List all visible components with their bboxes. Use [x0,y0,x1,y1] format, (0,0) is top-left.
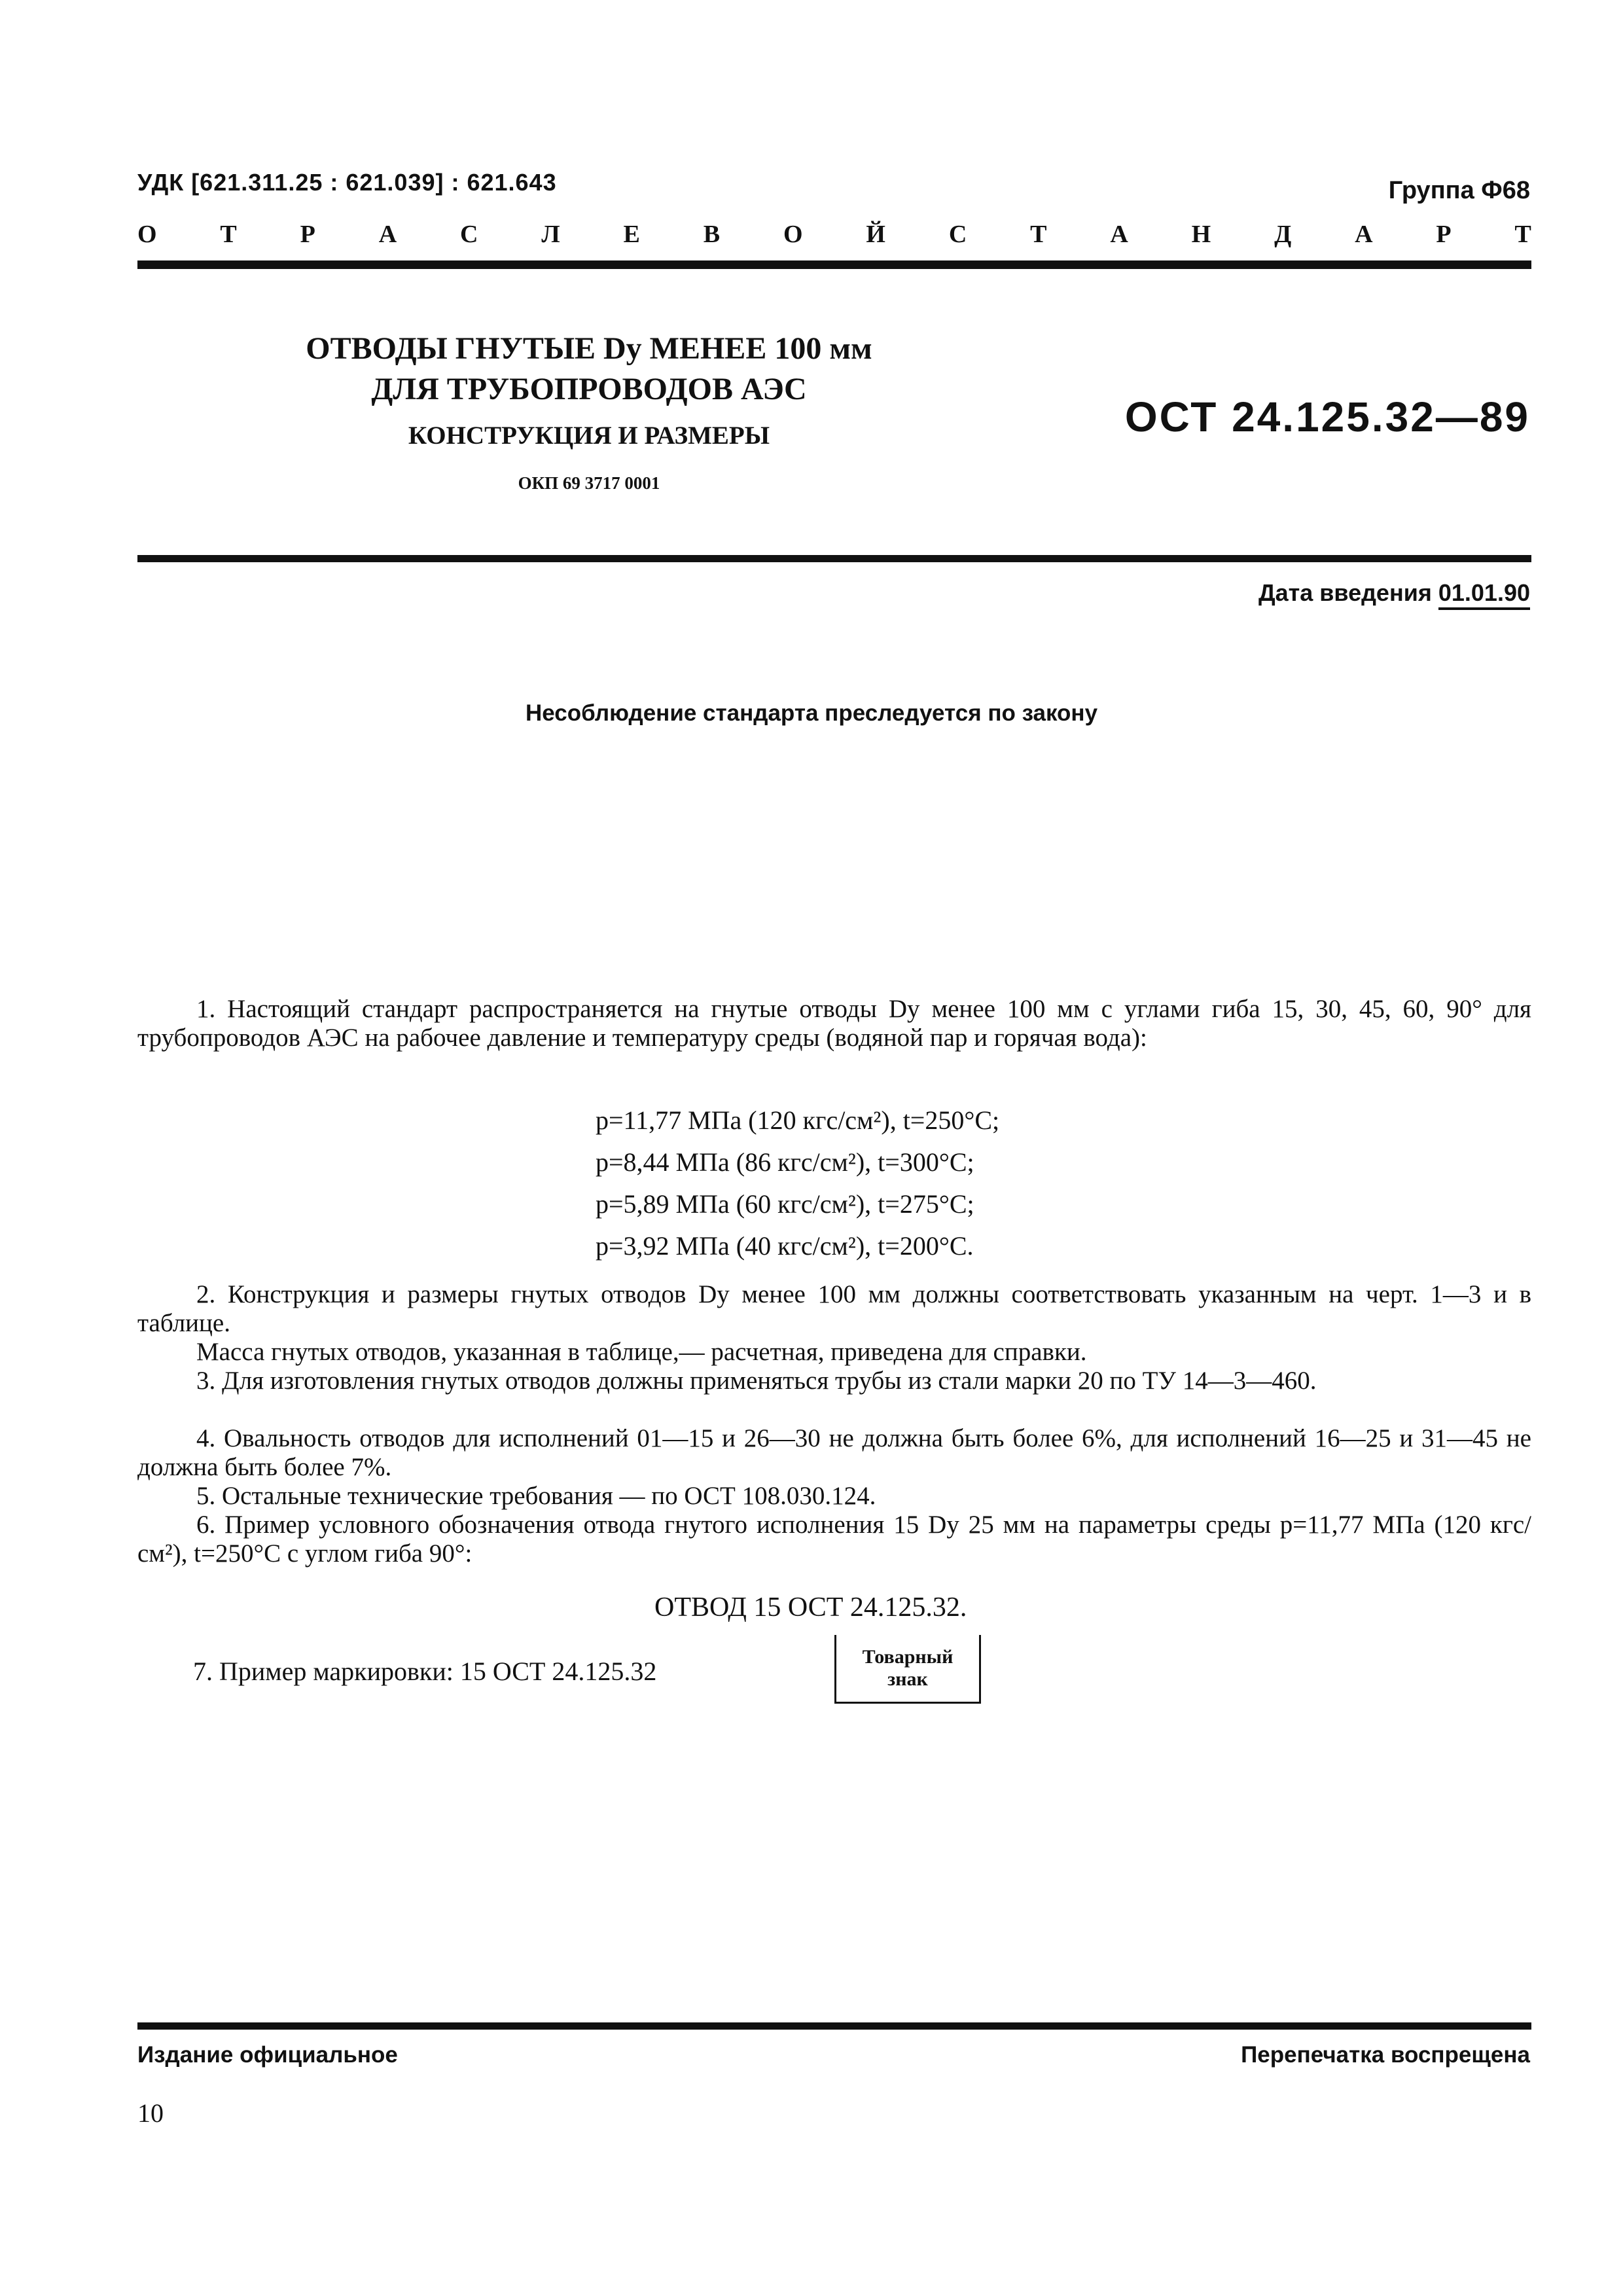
banner-letter: Т [220,221,237,248]
title-line-3: КОНСТРУКЦИЯ И РАЗМЕРЫ [408,422,770,450]
edition-note: Издание официальное [137,2042,398,2068]
banner-letter: С [460,221,478,248]
banner-letter: С [948,221,967,248]
banner-letter: О [137,221,157,248]
clause-3: 3. Для изготовления гнутых отводов должны применяться трубы из стали марки 20 по ТУ 14—3—460. [196,1367,1317,1395]
banner-letter: Р [300,221,315,248]
reprint-note: Перепечатка воспрещена [1241,2042,1530,2068]
page-number: 10 [137,2098,164,2128]
clause-5: 5. Остальные технические требования — по ОСТ 108.030.124. [196,1482,876,1510]
intro-date-value: 01.01.90 [1438,579,1530,610]
title-line-1: ОТВОДЫ ГНУТЫЕ Dу МЕНЕЕ 100 мм [306,331,872,366]
banner-letter: Л [541,221,560,248]
banner-letter: Д [1274,221,1292,248]
okp-code: ОКП 69 3717 0001 [518,473,660,493]
banner-letter: Т [1514,221,1531,248]
law-notice: Несоблюдение стандарта преследуется по закону [525,700,1098,726]
banner-letter: Й [866,221,885,248]
banner-letter: Р [1436,221,1452,248]
header-rule [137,260,1531,269]
group-code: Группа Ф68 [1388,177,1530,204]
banner-letter: О [783,221,803,248]
designation-example: ОТВОД 15 ОСТ 24.125.32. [654,1592,967,1623]
standard-number: ОСТ 24.125.32—89 [1124,393,1530,440]
udc-code: УДК [621.311.25 : 621.039] : 621.643 [137,169,557,196]
title-rule [137,555,1531,562]
clause-7: 7. Пример маркировки: 15 ОСТ 24.125.32 [193,1657,657,1686]
clause-2: 2. Конструкция и размеры гнутых отводов Dу менее 100 мм должны соответствовать указанным на черт. 1—3 и в таблице. [137,1280,1531,1337]
banner-letter: А [378,221,397,248]
clause-4: 4. Овальность отводов для исполнений 01—15 и 26—30 не должна быть более 6%, для исполнений 16—25 и 31—45 не должна быть более 7%. [137,1424,1531,1481]
intro-date [1258,579,1530,607]
banner-letter: А [1355,221,1373,248]
trademark-line-1: Товарный [862,1646,954,1668]
intro-date-label: Дата введения [1258,579,1432,606]
title-line-2: ДЛЯ ТРУБОПРОВОДОВ АЭС [371,372,807,406]
trademark-box [834,1635,981,1704]
clause-2-note: Масса гнутых отводов, указанная в таблице,— расчетная, приведена для справки. [196,1338,1087,1366]
formula-2: p=8,44 МПа (86 кгс/см²), t=300°С; [596,1147,974,1177]
banner-letter: Т [1030,221,1047,248]
standard-banner [137,220,1531,249]
trademark-line-2: знак [887,1668,928,1690]
clause-6: 6. Пример условного обозначения отвода гнутого исполнения 15 Dу 25 мм на параметры среды p=11,77 МПа (120 кгс/см²), t=250°С с углом гиба 90°: [137,1511,1531,1568]
banner-letter: Н [1191,221,1211,248]
banner-letter: В [703,221,721,248]
footer-rule [137,2022,1531,2030]
formula-1: p=11,77 МПа (120 кгс/см²), t=250°С; [596,1105,1000,1135]
clause-1: 1. Настоящий стандарт распространяется на гнутые отводы Dу менее 100 мм с углами гиба 15, 30, 45, 60, 90° для трубопроводов АЭС на рабочее давление и температуру среды (водяной пар и горячая вода): [137,995,1531,1052]
formula-3: p=5,89 МПа (60 кгс/см²), t=275°С; [596,1189,974,1219]
banner-letter: Е [623,221,640,248]
formula-4: p=3,92 МПа (40 кгс/см²), t=200°С. [596,1231,974,1261]
banner-letter: А [1110,221,1128,248]
